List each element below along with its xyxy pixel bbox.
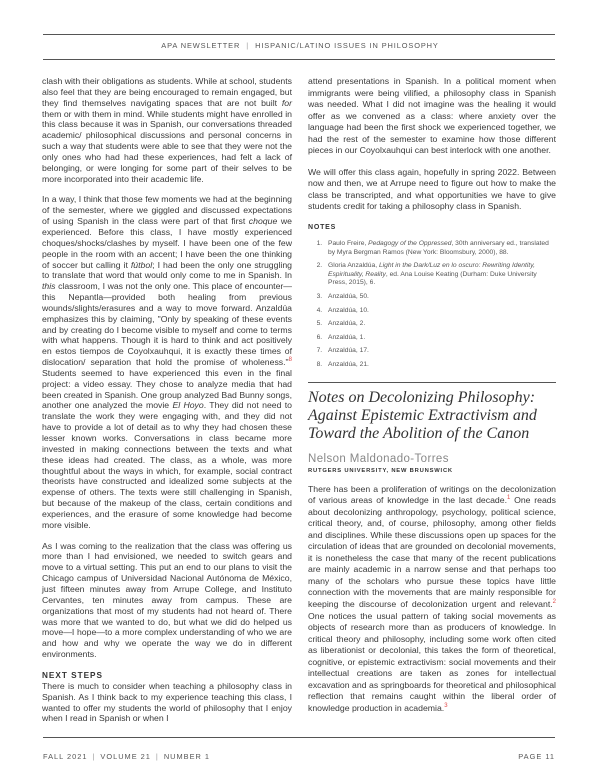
issue-volume: VOLUME 21 bbox=[100, 752, 151, 761]
text-segment: We will offer this class again, hopefully in spring 2022. Between now and then, we at Arrupe need to figure out how to make the class be transcripted, and what opportunities we have to give students credit for taking a philosophy class in Spanish. bbox=[308, 166, 556, 212]
left-paragraphs bbox=[42, 76, 292, 660]
right-column bbox=[308, 76, 556, 724]
text-segment: them or with them in mind. While students might have enrolled in this class because it was in Spanish, our conversations threaded academic/ philosophical discussions and personal concerns in such a way that students were able to see that they were not the only ones who had had these experiences, had felt a lack of belonging, or were longing for some part of their selves to be more incorporated into their academic life. bbox=[42, 108, 292, 184]
text-segment: this bbox=[42, 281, 56, 292]
text-segment: There has been a proliferation of writings on the decolonization of various areas of knowledge in the last decade. bbox=[308, 483, 556, 506]
header-rule-top bbox=[43, 34, 555, 35]
note-item bbox=[324, 262, 556, 288]
text-segment: choque bbox=[248, 216, 278, 227]
text-segment: , 30th anniversary ed., translated by Myra Bergman Ramos (New York: Bloomsbury, 2000), 88. bbox=[328, 240, 549, 256]
article-title-line: Notes on Decolonizing Philosophy: bbox=[308, 388, 536, 406]
text-segment: One reads about decolonizing anthropology, psychology, political science, critical theory, and, of course, philosophy, among other fields and disciplines. While these discussions open up spaces for the circulation of ideas that are grounded on decolonial movements, it is nonetheless the case that many of the recent publications are mainly academic in a narrow sense and that perhaps too many of the scholars who pursue these topics have little connection with the movements that are mainly responsible for keeping the discourse of decolonization urgent and relevant. bbox=[308, 495, 556, 610]
text-segment: Anzaldúa, 21. bbox=[328, 360, 369, 368]
footnote-marker[interactable]: 2 bbox=[552, 599, 556, 606]
header-separator: | bbox=[246, 41, 250, 50]
text-segment: , ed. Ana Louise Keating (Durham: Duke University Press, 2015), 6. bbox=[328, 270, 537, 287]
issue-season: FALL 2021 bbox=[43, 752, 88, 761]
note-item bbox=[324, 293, 556, 302]
paragraph bbox=[308, 76, 556, 157]
article-divider bbox=[308, 382, 556, 383]
text-segment: attend presentations in Spanish. In a political moment when immigrants were being vilified, a philosophy class in Spanish was needed. What I did not imagine was the healing it would offer as we convened as a class: where anxiety over the language had been the first shock we experienced together, we had the rest of the semester to examine how those different pieces in our Coyolxauhqui can best interlock with one another. bbox=[308, 76, 556, 156]
article-title bbox=[308, 389, 556, 443]
text-segment: ; I had been the only one struggling to translate that word that would only come to me in Spanish. In bbox=[42, 259, 292, 281]
text-segment: we experienced. Before this class, I have mostly experienced choques/shocks/clashes by myself. I have been one of the few people in the room with an accent; I have been the one thinking of soccer but calling it bbox=[42, 216, 292, 270]
issue-info bbox=[43, 752, 210, 762]
section-paragraph bbox=[42, 681, 292, 724]
header-rule-bottom bbox=[43, 59, 555, 60]
text-segment: Light in the Dark/Luz en lo oscuro: Rewriting Identity, Espirituality, Reality bbox=[328, 262, 535, 278]
paragraph bbox=[42, 194, 292, 530]
text-segment: As I was coming to the realization that the class was offering us more than I had envisioned, we needed to switch gears and move to a virtual setting. This put an end to our plans to visit the Chicago campus of Universidad Nacional Autónoma de México, just fifteen minutes away from Arrupe College, and Instituto Cervantes, ten minutes away from campus. These are organizations that most of my students had not heard of. There was more that we wanted to do, but what we did do helped us move—I hope—to a more complex understanding of who we are and how and why we operate the way we do in different environments. bbox=[42, 540, 292, 660]
page-number: PAGE 11 bbox=[518, 752, 555, 761]
note-item bbox=[324, 307, 556, 316]
text-segment: Anzaldúa, 10. bbox=[328, 306, 369, 314]
newsletter-section: HISPANIC/LATINO ISSUES IN PHILOSOPHY bbox=[255, 41, 439, 50]
text-segment: Paulo Freire, bbox=[328, 240, 369, 248]
running-header bbox=[0, 41, 600, 50]
footer-separator: | bbox=[155, 752, 159, 761]
note-item bbox=[324, 240, 556, 257]
article-title-line: Toward the Abolition of the Canon bbox=[308, 424, 530, 442]
article-author: Nelson Maldonado-Torres bbox=[308, 452, 449, 465]
newsletter-name: APA NEWSLETTER bbox=[161, 41, 241, 50]
text-segment: Gloria Anzaldúa, bbox=[328, 262, 379, 270]
right-paragraphs bbox=[308, 76, 556, 213]
text-segment: Anzaldúa, 1. bbox=[328, 333, 366, 341]
note-item bbox=[324, 347, 556, 356]
text-segment: classroom, I was not the only one. This place of encounter—this Nepantla—provided both healing from previous wounds/slights/erasures and a way to move forward. Anzaldúa emphasizes this by claiming, "Only by speaking of these events and by creating do I become visible to myself and come to terms with what happens. Though it is hard to think and act positively en estos tiempos de Coyolxauhqui, it is exactly these times of dislocation/ separation that hold the promise of wholeness." bbox=[42, 281, 292, 368]
text-segment: El Hoyo bbox=[172, 400, 204, 411]
note-item bbox=[324, 334, 556, 343]
text-segment: clash with their obligations as students. While at school, students also feel that they are being encouraged to remain engaged, but they find themselves navigating spaces that are not built bbox=[42, 76, 292, 108]
article-title-line: Against Epistemic Extractivism and bbox=[308, 406, 537, 424]
text-segment: Anzaldúa, 2. bbox=[328, 320, 366, 328]
note-item bbox=[324, 320, 556, 329]
footer-separator: | bbox=[92, 752, 96, 761]
paragraph bbox=[42, 541, 292, 660]
text-segment: One notices the usual pattern of taking social movements as objects of research more than as producers of knowledge. In critical theory and philosophy, including some work often cited as liberationist or decolonial, this takes the form of theoretical, cognitive, or epistemic extractivism: social movements and their intellectual creations are taken as zones for intellectual excavation and as springboards for theoretical and philosophical reflection that remains caught within the liberal order of knowledge production in academia. bbox=[308, 610, 556, 713]
notes-list bbox=[308, 240, 556, 370]
footnote-marker[interactable]: 3 bbox=[444, 703, 448, 710]
text-segment: for bbox=[281, 97, 292, 108]
paragraph bbox=[308, 167, 556, 213]
text-segment: fútbol bbox=[130, 259, 153, 270]
issue-number: NUMBER 1 bbox=[163, 752, 211, 761]
note-item bbox=[324, 361, 556, 370]
text-segment: Anzaldúa, 50. bbox=[328, 292, 369, 300]
author-affiliation: RUTGERS UNIVERSITY, NEW BRUNSWICK bbox=[308, 467, 453, 474]
paragraph bbox=[42, 76, 292, 184]
text-segment: In a way, I think that those few moments we had at the beginning of the semester, where we giggled and discussed expectations of using Spanish in the class were part of that first bbox=[42, 194, 292, 227]
footnote-marker[interactable]: 1 bbox=[507, 495, 511, 502]
notes-heading: NOTES bbox=[308, 224, 337, 232]
text-segment: Students seemed to have experienced this even in the final project: a video essay. They chose to analyze media that had been created in Spanish. One group analyzed Bad Bunny songs, another one analyzed the movie bbox=[42, 367, 292, 411]
article-body bbox=[308, 484, 556, 715]
text-segment: . They did not need to translate the work they were engaging with, and they did not have to provide a lot of detail as to why they had chosen these lesser known works. Conversations in class became more invested in making connections between the texts and what these ideas had created. The class, as a whole, was more thoughtful about the ways in which, for example, social contract theorists have constructed and idealized some subjects at the expense of others. The texts were still challenging in Spanish, but because of the makeup of the class, certain conditions and experiences, and the erasure of some knowledge had become more visible. bbox=[42, 400, 292, 530]
footer-rule bbox=[43, 737, 555, 738]
text-segment: There is much to consider when teaching a philosophy class in Spanish. As I think back to my experience teaching this class, I wanted to offer my students the world of philosophy that I enjoy when I read in Spanish or when I bbox=[42, 680, 292, 724]
section-heading: NEXT STEPS bbox=[42, 670, 103, 680]
text-segment: Anzaldúa, 17. bbox=[328, 347, 369, 355]
text-segment: Pedagogy of the Oppressed bbox=[368, 240, 452, 248]
left-column bbox=[42, 76, 292, 734]
footnote-marker[interactable]: 8 bbox=[288, 357, 292, 364]
